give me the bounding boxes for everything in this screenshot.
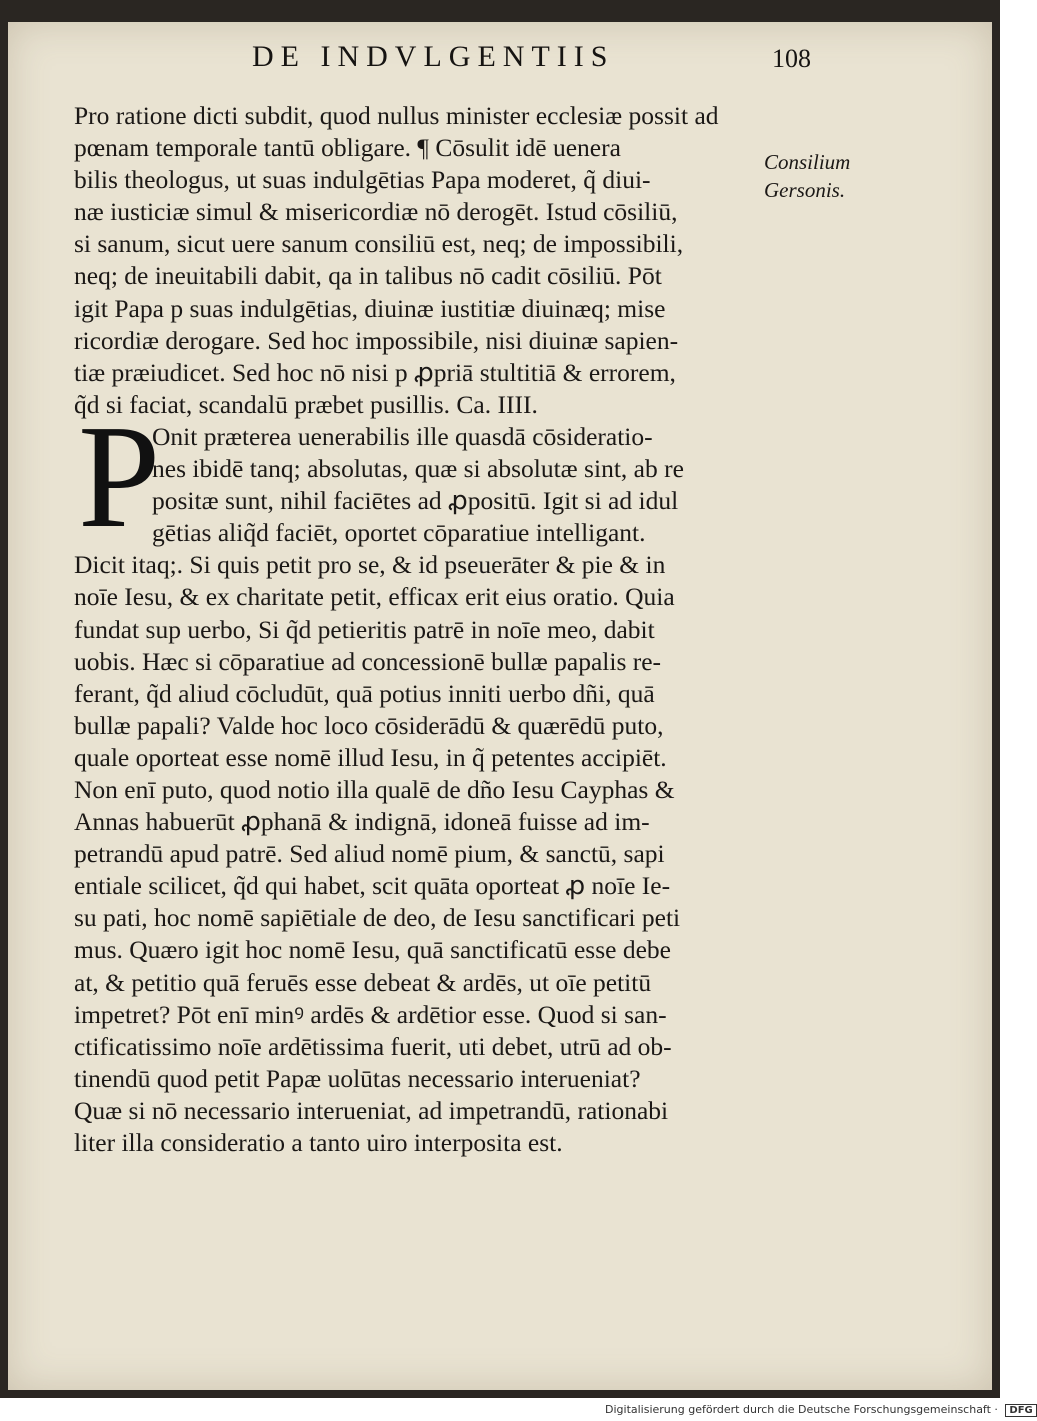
text-line: liter illa consideratio a tanto uiro interposita est. [74,1128,563,1157]
text-line: uobis. Hæc si cōparatiue ad concessionē bullæ papalis re- [74,646,662,676]
text-line: bullæ papali? Valde hoc loco cōsiderādū & quærēdū puto, [74,710,664,740]
marginal-note-line: Consilium [764,150,851,174]
text-line: ferant, q̃d aliud cōcludūt, quā potius inniti uerbo dñi, quā [74,678,655,708]
text-line: fundat sup uerbo, Si q̃d petieritis patrē in noīe meo, dabit [74,614,655,644]
text-line: mus. Quæro igit hoc nomē Iesu, quā sanctificatū esse debe [74,935,671,965]
text-line: quale oporteat esse nomē illud Iesu, in q̃ petentes accipiēt. [74,742,667,772]
text-line: noīe Iesu, & ex charitate petit, efficax erit eius oratio. Quia [74,582,675,612]
page-number: 108 [772,44,811,73]
text-line: positæ sunt, nihil faciētes ad ꝓpositū. Igit si ad idul [152,486,679,516]
digitization-footer [605,1403,1037,1417]
text-line: q̃d si faciat, scandalū præbet pusillis. Ca. IIII. [74,389,538,419]
text-line: Pro ratione dicti subdit, quod nullus minister ecclesiæ possit ad [74,101,719,130]
text-line: entiale scilicet, q̃d qui habet, scit quāta oporteat ꝓ noīe Ie- [74,871,671,901]
text-line: tinendū quod petit Papæ uolūtas necessario interueniat? [74,1063,641,1093]
text-line: si sanum, sicut uere sanum consiliū est, neq; de impossibili, [74,229,684,259]
text-line: su pati, hoc nomē sapiētiale de deo, de Iesu sanctificari peti [74,903,681,933]
text-line: Dicit itaq;. Si quis petit pro se, & id pseuerāter & pie & in [74,550,666,580]
text-line: bilis theologus, ut suas indulgētias Papa moderet, q̃ diui- [74,165,651,195]
text-line: petrandū apud patrē. Sed aliud nomē pium, & sanctū, sapi [74,839,665,869]
text-line: ricordiæ derogare. Sed hoc impossibile, nisi diuinæ sapien- [74,325,679,355]
text-line: igit Papa p suas indulgētias, diuinæ iustitiæ diuinæq; mise [74,293,666,323]
text-line: Onit præterea uenerabilis ille quasdā cōsideratio- [152,421,653,451]
text-line: gētias aliq̃d faciēt, oportet cōparatiue intelligant. [152,518,646,548]
text-line: ctificatissimo noīe ardētissima fuerit, uti debet, utrū ad ob- [74,1031,672,1061]
footer-credit: Digitalisierung gefördert durch die Deutsche Forschungsgemeinschaft · [605,1403,998,1416]
drop-cap: P [78,395,161,559]
text-line: impetret? Pōt enī minꝰ ardēs & ardētior esse. Quod si san- [74,999,667,1029]
text-line: næ iusticiæ simul & misericordiæ nō derogēt. Istud cōsiliū, [74,197,678,227]
running-header: DE INDVLGENTIIS [252,40,615,73]
marginal-note-line: Gersonis. [764,178,846,202]
text-line: nes ibidē tanq; absolutas, quæ si absolutæ sint, ab re [152,454,684,484]
text-line: pœnam temporale tantū obligare. ¶ Cōsulit idē uenera [74,133,621,163]
text-line: Quæ si nō necessario interueniat, ad impetrandū, rationabi [74,1095,669,1125]
body-text [74,100,764,1159]
text-line: at, & petitio quā feruēs esse debeat & ardēs, ut oīe petitū [74,967,652,997]
marginal-note [764,148,850,204]
text-line: Annas habuerūt ꝓphanā & indignā, idoneā fuisse ad im- [74,807,650,837]
text-line: tiæ præiudicet. Sed hoc nō nisi p ꝓpriā stultitiā & errorem, [74,357,676,387]
text-line: neq; de ineuitabili dabit, qa in talibus nō cadit cōsiliū. Pōt [74,261,662,291]
text-line: Non enī puto, quod notio illa qualē de dño Iesu Cayphas & [74,774,675,804]
dfg-logo: DFG [1005,1404,1036,1417]
